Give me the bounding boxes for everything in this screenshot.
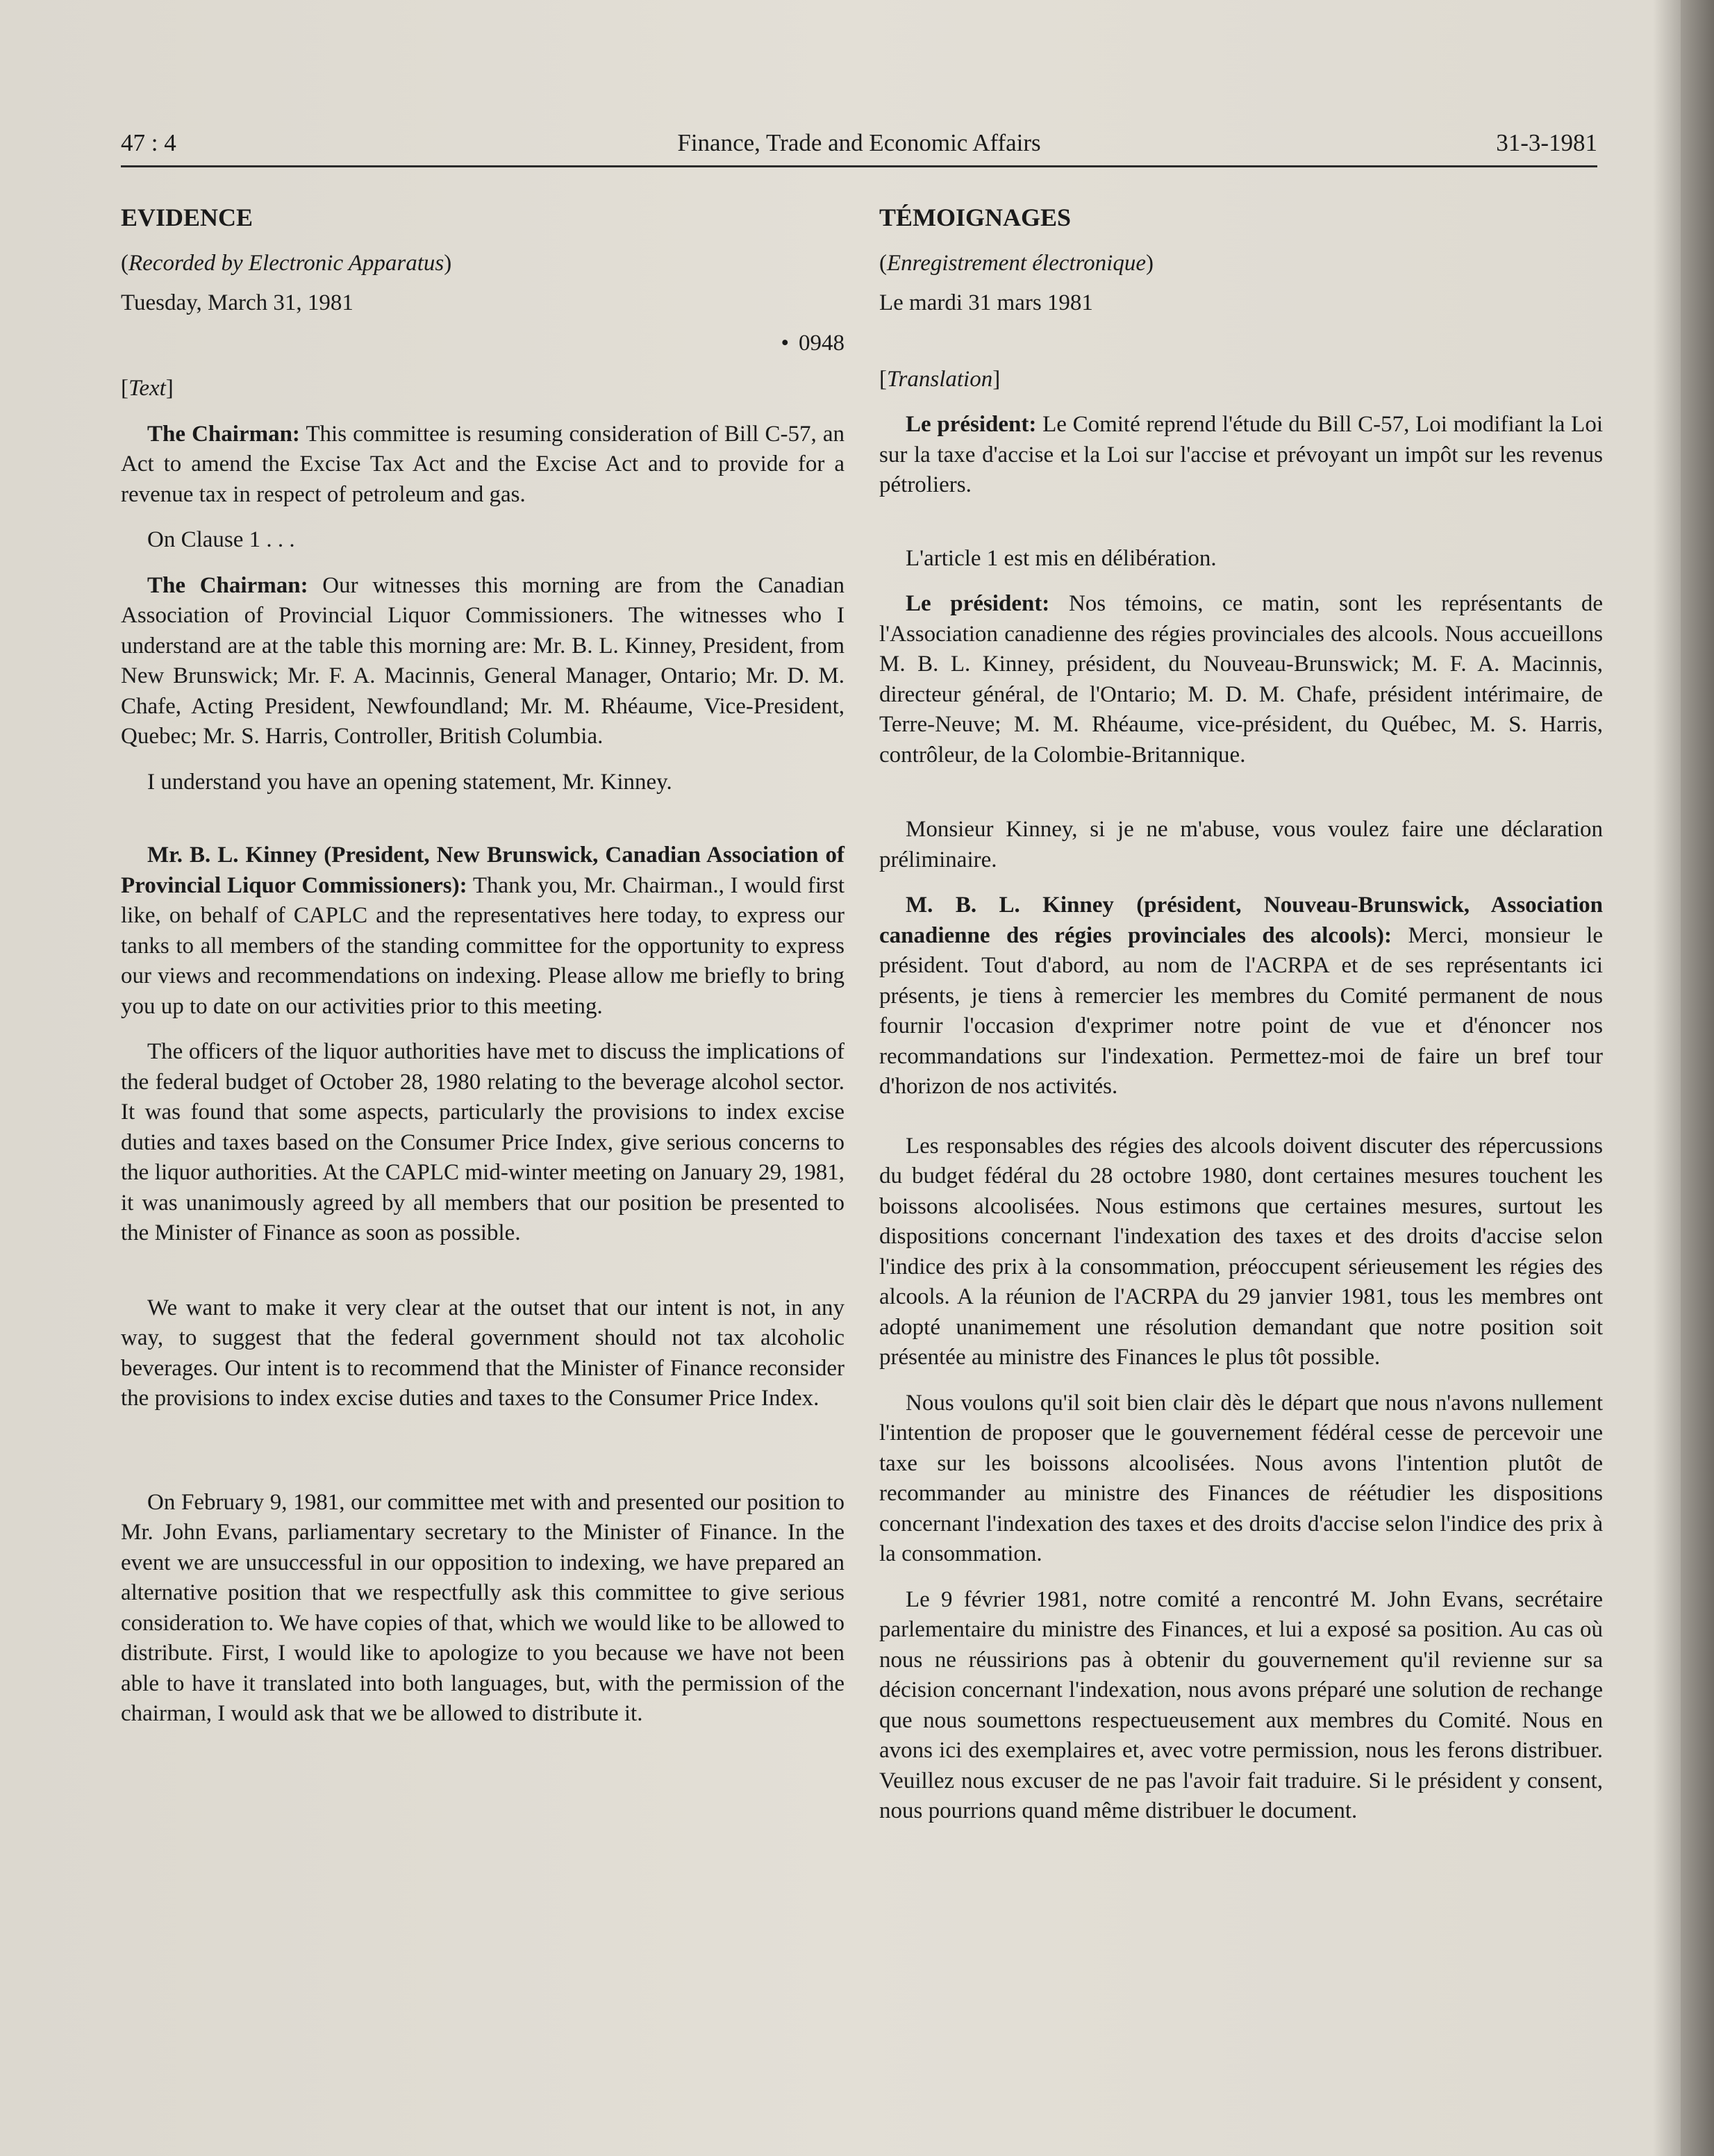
french-paragraph-7: Nous voulons qu'il soit bien clair dès le départ que nous n'avons nullement l'intention de proposer que le gouvernement fédéral cesse de percevoir une taxe sur les boissons alcoolisées. Nous avons l'intention plutôt de recommander au ministre des Finances de réétudier les dispositions concernant l'indexation des taxes et des droits d'accise selon l'indice des prix à la consommation. xyxy=(879,1390,1603,1566)
english-paragraph-8: On February 9, 1981, our committee met with and presented our position to Mr. John Evans, parliamentary secretary to the Minister of Finance. In the event we are unsuccessful in our opposition to indexing, we have prepared an alternative position that we respectfully ask this committee to give serious consideration to. We have copies of that, which we would like to be allowed to distribute. First, I would like to apologize to you because we have not been able to have it translated into both languages, but, with the permission of the chairman, I would ask that we be allowed to distribute it. xyxy=(121,1489,844,1726)
running-header xyxy=(121,129,1597,165)
french-paragraph-2: L'article 1 est mis en délibération. xyxy=(906,545,1217,571)
english-column xyxy=(121,203,844,1730)
french-paragraph-3 xyxy=(879,589,1603,770)
speaker-name: Mr. B. L. Kinney (President, New Brunswick, Canadian Association of Provincial Liquor Commissioners): xyxy=(121,843,844,898)
english-paragraph-4: I understand you have an opening statement, Mr. Kinney. xyxy=(147,769,672,795)
french-paragraph-6: Les responsables des régies des alcools doivent discuter des répercussions du budget fédéral du 28 octobre 1980, dont certaines mesures touchent les boissons alcoolisées. Nous estimons que certaines mesures, surtout les dispositions concernant l'indexation des taxes et des droits d'accise selon l'indice des prix à la consommation, préoccupent sérieusement les régies des alcools. A la réunion de l'ACRPA du 29 janvier 1981, tous les membres ont adopté unanimement une résolution demandant que notre position soit présentée au ministre des Finances le plus tôt possible. xyxy=(879,1133,1603,1370)
paragraph-text: This committee is resuming consideration of Bill C-57, an Act to amend the Excise Tax Act and the Excise Act and to provide for a revenue tax in respect of petroleum and gas. xyxy=(121,421,844,507)
french-column xyxy=(879,203,1603,1827)
header-page-number: 47 : 4 xyxy=(121,129,176,156)
english-paragraph-2: On Clause 1 . . . xyxy=(147,527,295,552)
header-committee-title: Finance, Trade and Economic Affairs xyxy=(677,129,1041,156)
paragraph-text: Our witnesses this morning are from the Canadian Association of Provincial Liquor Commissioners. The witnesses who I understand are at the table this morning are: Mr. B. L. Kinney, President, from New Brunswick; Mr. F. A. Macinnis, General Manager, Ontario; Mr. D. M. Chafe, Acting President, Newfoundland; Mr. M. Rhéaume, Vice-President, Quebec; Mr. S. Harris, Controller, British Columbia. xyxy=(121,572,844,749)
french-heading: TÉMOIGNAGES xyxy=(879,204,1072,231)
english-text-marker-label: Text xyxy=(128,376,166,401)
speaker-name: The Chairman: xyxy=(147,421,300,447)
speaker-name: M. B. L. Kinney (président, Nouveau-Brunswick, Association canadienne des régies provinciales des alcools): xyxy=(879,893,1603,948)
french-paragraph-1 xyxy=(879,410,1603,501)
french-translation-marker-label: Translation xyxy=(887,366,993,392)
french-paragraph-4: Monsieur Kinney, si je ne m'abuse, vous voulez faire une déclaration préliminaire. xyxy=(879,817,1603,872)
paragraph-text: Thank you, Mr. Chairman., I would first like, on behalf of CAPLC and the representatives here today, to express our tanks to all members of the standing committee for the opportunity to express our views and recommendations on indexing. Please allow me briefly to bring you up to date on our activities prior to this meeting. xyxy=(121,872,845,1019)
time-code xyxy=(121,329,844,359)
english-paragraph-6: The officers of the liquor authorities have met to discuss the implications of the federal budget of October 28, 1980 relating to the beverage alcohol sector. It was found that some aspects, particularly the provisions to index excise duties and taxes based on the Consumer Price Index, give serious concerns to the liquor authorities. At the CAPLC mid-winter meeting on January 29, 1981, it was unanimously agreed by all members that our position be presented to the Minister of Finance as soon as possible. xyxy=(121,1039,844,1245)
english-paragraph-7: We want to make it very clear at the outset that our intent is not, in any way, to suggest that the federal government should not tax alcoholic beverages. Our intent is to recommend that the Minister of Finance reconsider the provisions to index excise duties and taxes to the Consumer Price Index. xyxy=(121,1295,844,1411)
english-paragraph-3 xyxy=(121,571,844,752)
paragraph-text: Le Comité reprend l'étude du Bill C-57, Loi modifiant la Loi sur la taxe d'accise et la Loi sur l'accise et prévoyant un impôt sur les revenus pétroliers. xyxy=(879,412,1603,497)
english-recording-note-text: Recorded by Electronic Apparatus xyxy=(128,250,444,276)
page-edge-shadow xyxy=(1653,0,1714,2156)
paragraph-text: Merci, monsieur le président. Tout d'abord, au nom de l'ACRPA et de ses représentants ici présents, je tiens à remercier les membres du Comité permanent de nous fournir l'occasion d'exprimer notre point de vue et d'énoncer nos recommandations sur l'indexation. Permettez-moi de faire un bref tour d'horizon de nos activités. xyxy=(879,922,1603,1099)
french-session-date: Le mardi 31 mars 1981 xyxy=(879,290,1093,315)
french-translation-marker: [Translation] xyxy=(879,366,1001,392)
paragraph-text: Nos témoins, ce matin, sont les représentants de l'Association canadienne des régies provinciales des alcools. Nous accueillons M. B. L. Kinney, président, du Nouveau-Brunswick; M. F. A. Macinnis, directeur général, de l'Ontario; M. D. M. Chafe, président intérimaire, de Terre-Neuve; M. M. Rhéaume, vice-président, du Québec, M. S. Harris, contrôleur, de la Colombie-Britannique. xyxy=(879,591,1603,768)
english-recording-note: (Recorded by Electronic Apparatus) xyxy=(121,250,452,276)
french-recording-note-text: Enregistrement électronique xyxy=(887,250,1146,276)
header-rule xyxy=(121,165,1597,167)
english-text-marker: [Text] xyxy=(121,376,174,401)
header-date: 31-3-1981 xyxy=(1496,129,1597,156)
time-code-value: • 0948 xyxy=(781,331,844,356)
french-recording-note: (Enregistrement électronique) xyxy=(879,250,1154,276)
french-paragraph-5 xyxy=(879,890,1603,1102)
english-heading: EVIDENCE xyxy=(121,204,253,231)
english-paragraph-5 xyxy=(121,840,844,1022)
speaker-name: Le président: xyxy=(906,591,1050,616)
english-paragraph-1 xyxy=(121,420,844,511)
speaker-name: The Chairman: xyxy=(147,572,308,598)
english-session-date: Tuesday, March 31, 1981 xyxy=(121,290,353,315)
speaker-name: Le président: xyxy=(906,412,1037,437)
french-paragraph-8: Le 9 février 1981, notre comité a rencontré M. John Evans, secrétaire parlementaire du ministre des Finances, et lui a exposé sa position. Au cas où nous ne réussirions pas à obtenir du gouvernement qu'il revienne sur sa décision concernant l'indexation, nous avons préparé une solution de rechange que nous soumettons respectueusement aux membres du Comité. Nous en avons ici des exemplaires et, avec votre permission, nous les ferons distribuer. Veuillez nous excuser de ne pas l'avoir fait traduire. Si le président y consent, nous pourrions quand même distribuer le document. xyxy=(879,1586,1603,1823)
